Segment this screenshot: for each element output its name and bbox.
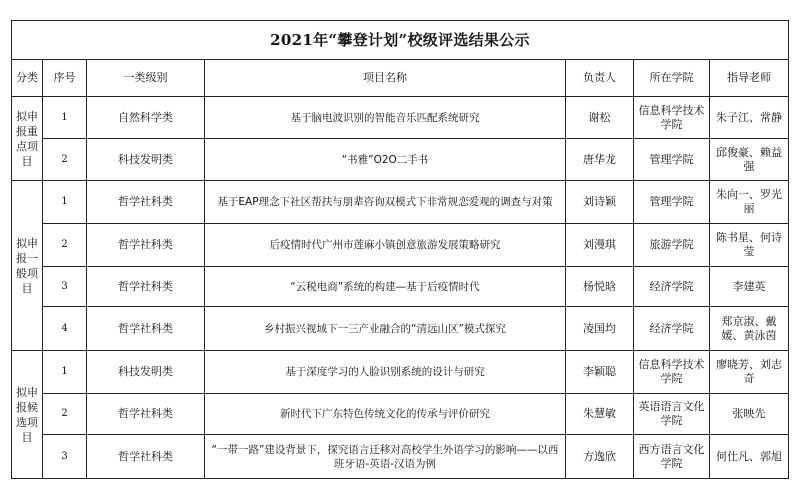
cell-leader: 谢松 (566, 97, 634, 139)
cell-advisor: 陈书星、何诗莹 (710, 224, 789, 267)
cell-level1: 科技发明类 (87, 351, 205, 394)
cell-advisor: 李建英 (710, 267, 789, 307)
cell-college: 西方语言文化学院 (634, 435, 710, 479)
cell-level1: 哲学社科类 (87, 307, 205, 351)
cell-seq: 4 (43, 307, 87, 351)
cell-project: 基于EAP理念下社区帮扶与朋辈咨询双模式下非常规恋爱观的调查与对策 (205, 181, 566, 224)
table-title: 2021年“攀登计划”校级评选结果公示 (12, 21, 789, 60)
cell-project: “一带一路”建设背景下，探究语言迁移对高校学生外语学习的影响——以西班牙语-英语-汉语为例 (205, 435, 566, 479)
cell-college: 信息科学技术学院 (634, 97, 710, 139)
cell-advisor: 邱俊豪、赖益强 (710, 139, 789, 181)
cell-leader: 方逸欣 (566, 435, 634, 479)
cell-advisor: 廖晓芳、刘志奇 (710, 351, 789, 394)
table-row (12, 307, 789, 351)
cell-college: 管理学院 (634, 139, 710, 181)
cell-seq: 1 (43, 181, 87, 224)
cell-level1: 科技发明类 (87, 139, 205, 181)
table-row (12, 267, 789, 307)
cell-project: 乡村振兴视域下一三产业融合的“清远山区”模式探究 (205, 307, 566, 351)
header-category: 分类 (12, 60, 43, 97)
cell-college: 经济学院 (634, 267, 710, 307)
cell-seq: 2 (43, 394, 87, 435)
cell-project: 基于脑电波识别的智能音乐匹配系统研究 (205, 97, 566, 139)
cell-college: 管理学院 (634, 181, 710, 224)
header-level1: 一类级别 (87, 60, 205, 97)
table-row (12, 351, 789, 394)
cell-level1: 哲学社科类 (87, 267, 205, 307)
cell-level1: 哲学社科类 (87, 435, 205, 479)
cell-seq: 2 (43, 139, 87, 181)
cell-leader: 唐华龙 (566, 139, 634, 181)
cell-advisor: 张映先 (710, 394, 789, 435)
cell-college: 经济学院 (634, 307, 710, 351)
header-project: 项目名称 (205, 60, 566, 97)
cell-level1: 哲学社科类 (87, 224, 205, 267)
cell-leader: 朱慧敏 (566, 394, 634, 435)
table-row (12, 224, 789, 267)
cell-leader: 刘漫琪 (566, 224, 634, 267)
cell-leader: 刘诗颖 (566, 181, 634, 224)
header-college: 所在学院 (634, 60, 710, 97)
header-seq: 序号 (43, 60, 87, 97)
cell-advisor: 何仕凡、郭旭 (710, 435, 789, 479)
cell-advisor: 朱向一、罗光丽 (710, 181, 789, 224)
cell-project: 后疫情时代广州市莲麻小镇创意旅游发展策略研究 (205, 224, 566, 267)
cell-project: 新时代下广东特色传统文化的传承与评价研究 (205, 394, 566, 435)
cell-level1: 哲学社科类 (87, 394, 205, 435)
cell-project: “云税电商”系统的构建—基于后疫情时代 (205, 267, 566, 307)
cell-seq: 3 (43, 435, 87, 479)
cell-college: 旅游学院 (634, 224, 710, 267)
cell-college: 信息科学技术学院 (634, 351, 710, 394)
cell-project: “书雅”O2O二手书 (205, 139, 566, 181)
results-table (11, 20, 789, 479)
cell-project: 基于深度学习的人脸识别系统的设计与研究 (205, 351, 566, 394)
cell-seq: 1 (43, 351, 87, 394)
table-row (12, 97, 789, 139)
table-row (12, 435, 789, 479)
cell-leader: 杨悦晗 (566, 267, 634, 307)
cell-advisor: 郑京淑、戴媛、黄泳茵 (710, 307, 789, 351)
cell-leader: 凌国均 (566, 307, 634, 351)
header-leader: 负责人 (566, 60, 634, 97)
group-label-general: 拟申报一般项目 (12, 181, 43, 351)
table-row (12, 181, 789, 224)
cell-advisor: 朱子江、常静 (710, 97, 789, 139)
cell-seq: 2 (43, 224, 87, 267)
table-row (12, 394, 789, 435)
cell-level1: 自然科学类 (87, 97, 205, 139)
table-row (12, 139, 789, 181)
cell-level1: 哲学社科类 (87, 181, 205, 224)
cell-seq: 1 (43, 97, 87, 139)
cell-leader: 李颖聪 (566, 351, 634, 394)
group-label-key: 拟申报重点项目 (12, 97, 43, 181)
group-label-candidate: 拟申报候选项目 (12, 351, 43, 479)
cell-college: 英语语言文化学院 (634, 394, 710, 435)
header-advisor: 指导老师 (710, 60, 789, 97)
cell-seq: 3 (43, 267, 87, 307)
